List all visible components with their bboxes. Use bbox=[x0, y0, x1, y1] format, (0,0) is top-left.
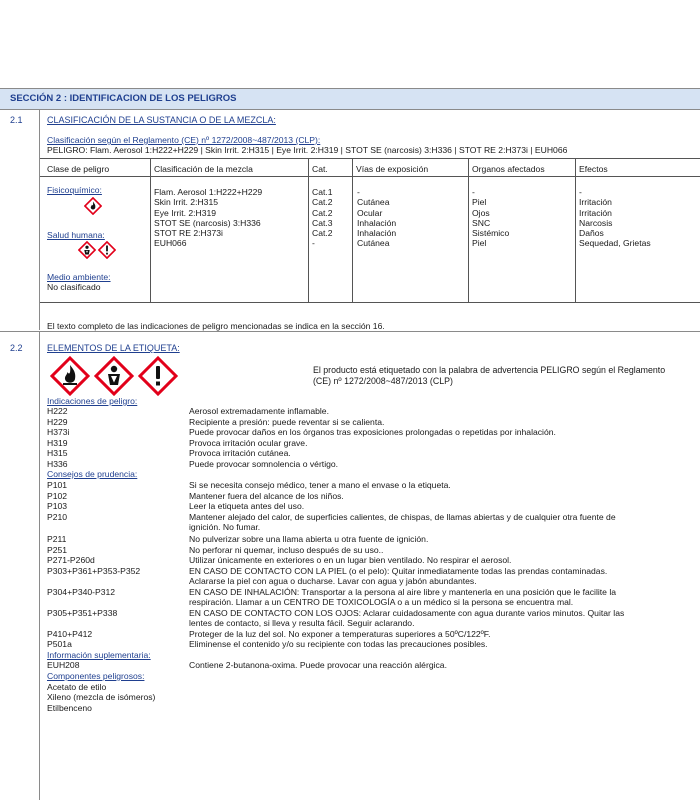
category-item: Cat.2 bbox=[312, 207, 333, 218]
hazard-text: Aerosol extremadamente inflamable. bbox=[189, 406, 329, 416]
hazardous-components-heading: Componentes peligrosos: bbox=[47, 671, 145, 681]
precaution-text: EN CASO DE INHALACIÓN: Transportar a la persona al aire libre y mantenerla en una posición que le facilite la bbox=[189, 586, 617, 597]
hazard-code: H319 bbox=[47, 437, 68, 448]
flame-icon bbox=[84, 197, 102, 215]
exposure-route-list bbox=[357, 187, 396, 249]
effect-list bbox=[579, 187, 651, 249]
health-hazard-icon bbox=[78, 241, 96, 259]
organ-item: Piel bbox=[472, 238, 487, 249]
exposure-route-item: Cutánea bbox=[357, 197, 390, 208]
precaution-text: Eliminense el contenido y/o su recipiente con todas las precauciones posibles. bbox=[189, 639, 488, 649]
hazard-statements-heading: Indicaciones de peligro: bbox=[47, 396, 138, 406]
section-title: SECCIÓN 2 : IDENTIFICACION DE LOS PELIGROS bbox=[10, 93, 237, 104]
effect-item: Sequedad, Grietas bbox=[579, 238, 651, 249]
col-header-cat: Cat. bbox=[312, 164, 328, 174]
organ-item: SNC bbox=[472, 217, 491, 228]
category-item: Cat.2 bbox=[312, 197, 333, 208]
hazard-text: Provoca irritación cutánea. bbox=[189, 448, 291, 458]
precaution-text-cont: lentes de contacto, si lleva y resulta fácil. Seguir aclarando. bbox=[189, 618, 415, 628]
hazard-text: Puede provocar daños en los órganos tras exposiciones prolongadas o repetidas por inhalación. bbox=[189, 427, 556, 437]
classification-item: STOT SE (narcosis) 3:H336 bbox=[154, 217, 261, 228]
category-list bbox=[312, 187, 333, 249]
precaution-text: Si se necesita consejo médico, tener a mano el envase o la etiqueta. bbox=[189, 480, 451, 490]
precaution-text: Leer la etiqueta antes del uso. bbox=[189, 501, 305, 511]
precaution-code: P271-P260d bbox=[47, 555, 95, 565]
classification-list bbox=[154, 187, 262, 249]
left-rule-2-1 bbox=[39, 109, 40, 330]
subsection-title-2-2: ELEMENTOS DE LA ETIQUETA: bbox=[47, 343, 180, 353]
label-statement-line-2: (CE) nº 1272/2008~487/2013 (CLP) bbox=[313, 376, 453, 386]
subsection-title-2-1: CLASIFICACIÓN DE LA SUSTANCIA O DE LA MEZCLA: bbox=[47, 115, 276, 125]
hazard-code: H315 bbox=[47, 448, 68, 458]
classification-item: EUH066 bbox=[154, 238, 187, 249]
exposure-route-item: Ocular bbox=[357, 207, 383, 218]
health-hazard-pictogram-icon bbox=[94, 356, 134, 396]
classification-item: Flam. Aerosol 1:H222+H229 bbox=[154, 187, 263, 197]
precaution-code: P410+P412 bbox=[47, 628, 93, 639]
hazard-text: Provoca irritación ocular grave. bbox=[189, 437, 308, 448]
precaution-code: P303+P361+P353-P352 bbox=[47, 565, 141, 576]
precaution-code: P305+P351+P338 bbox=[47, 607, 118, 618]
salud-humana-label: Salud humana: bbox=[47, 230, 105, 240]
col-header-clase: Clase de peligro bbox=[47, 164, 110, 174]
organ-item: Ojos bbox=[472, 207, 490, 218]
hazard-code: H222 bbox=[47, 406, 68, 416]
precaution-code: P103 bbox=[47, 501, 68, 511]
effect-item: Irritación bbox=[579, 207, 612, 218]
supplementary-code: EUH208 bbox=[47, 660, 80, 670]
organ-item: Sistémico bbox=[472, 228, 510, 239]
subsection-number-2-1: 2.1 bbox=[10, 115, 23, 125]
organ-item: Piel bbox=[472, 197, 487, 208]
col-header-organos: Organos afectados bbox=[472, 164, 545, 174]
precaution-text: Mantener fuera del alcance de los niños. bbox=[189, 490, 344, 501]
exposure-route-item: - bbox=[357, 187, 360, 197]
category-item: - bbox=[312, 238, 315, 249]
classification-footnote: El texto completo de las indicaciones de peligro mencionadas se indica en la sección 16. bbox=[47, 321, 385, 331]
effect-item: Daños bbox=[579, 228, 604, 239]
hazard-text: Puede provocar somnolencia o vértigo. bbox=[189, 458, 339, 469]
exposure-route-item: Inhalación bbox=[357, 228, 397, 239]
component-item: Xileno (mezcla de isómeros) bbox=[47, 692, 156, 702]
precaution-code: P211 bbox=[47, 534, 67, 544]
hazard-text: Recipiente a presión: puede reventar si se calienta. bbox=[189, 416, 385, 427]
organ-item: - bbox=[472, 187, 475, 197]
subsection-divider bbox=[0, 331, 700, 332]
precaution-text: No perforar ni quemar, incluso después de su uso.. bbox=[189, 544, 384, 555]
supplementary-text: Contiene 2-butanona-oxima. Puede provocar una reacción alérgica. bbox=[189, 660, 447, 670]
exposure-route-item: Cutánea bbox=[357, 238, 390, 249]
exposure-route-item: Inhalación bbox=[357, 217, 397, 228]
precaution-text-cont: respiración. Llamar a un CENTRO DE TOXICOLOGÍA o a un médico si la persona se encuentra mal. bbox=[189, 597, 574, 607]
hazard-code: H336 bbox=[47, 458, 68, 469]
section-header bbox=[0, 88, 700, 110]
component-item: Etilbenceno bbox=[47, 702, 92, 713]
effect-item: - bbox=[579, 187, 582, 197]
precautionary-statements-heading: Consejos de prudencia: bbox=[47, 469, 138, 479]
effect-item: Irritación bbox=[579, 197, 612, 208]
col-header-vias: Vías de exposición bbox=[356, 164, 429, 174]
left-rule-2-2 bbox=[39, 331, 40, 800]
col-header-clasificacion: Clasificación de la mezcla bbox=[154, 164, 253, 174]
category-item: Cat.3 bbox=[312, 217, 333, 228]
precaution-code: P102 bbox=[47, 490, 68, 501]
classification-item: Skin Irrit. 2:H315 bbox=[154, 197, 218, 208]
fisicoquimico-label: Fisicoquímico: bbox=[47, 185, 102, 195]
classification-item: STOT RE 2:H373i bbox=[154, 228, 223, 239]
flame-pictogram-icon bbox=[50, 356, 90, 396]
component-item: Acetato de etilo bbox=[47, 681, 107, 692]
precaution-text: No pulverizar sobre una llama abierta u otra fuente de ignición. bbox=[189, 534, 429, 544]
classification-summary: PELIGRO: Flam. Aerosol 1:H222+H229 | Skin Irrit. 2:H315 | Eye Irrit. 2:H319 | STOT SE (narcosis) 3:H336 | STOT RE 2:H373i | EUH066 bbox=[47, 145, 568, 155]
medio-ambiente-label: Medio ambiente: bbox=[47, 272, 111, 282]
supplementary-info-heading: Información suplementaria: bbox=[47, 649, 151, 660]
precaution-code: P304+P340-P312 bbox=[47, 586, 116, 597]
category-item: Cat.1 bbox=[312, 187, 333, 197]
precaution-code: P501a bbox=[47, 639, 72, 649]
precaution-text: EN CASO DE CONTACTO CON LOS OJOS: Aclarar cuidadosamente con agua durante varios minutos. Quitar las bbox=[189, 607, 625, 618]
precaution-text-cont: ignición. No fumar. bbox=[189, 522, 261, 532]
exclamation-pictogram-icon bbox=[138, 356, 178, 396]
hazard-code: H373i bbox=[47, 427, 70, 437]
precaution-text: Proteger de la luz del sol. No exponer a temperaturas superiores a 50ºC/122ºF. bbox=[189, 628, 491, 639]
precaution-code: P210 bbox=[47, 511, 68, 522]
organ-list bbox=[472, 187, 509, 249]
category-item: Cat.2 bbox=[312, 228, 333, 239]
hazard-code: H229 bbox=[47, 416, 68, 427]
precaution-code: P251 bbox=[47, 544, 68, 555]
medio-ambiente-value: No clasificado bbox=[47, 282, 101, 292]
precaution-text: EN CASO DE CONTACTO CON LA PIEL (o el pelo): Quitar inmediatamente todas las prendas contaminadas. bbox=[189, 565, 608, 576]
regulation-label: Clasificación según el Reglamento (CE) nº 1272/2008~487/2013 (CLP): bbox=[47, 135, 321, 145]
precaution-text: Utilizar únicamente en exteriores o en un lugar bien ventilado. No respirar el aerosol. bbox=[189, 555, 512, 565]
subsection-number-2-2: 2.2 bbox=[10, 343, 23, 353]
precaution-text-cont: Aclararse la piel con agua o ducharse. Lavar con agua y jabón abundantes. bbox=[189, 576, 477, 586]
effect-item: Narcosis bbox=[579, 217, 613, 228]
col-header-efectos: Efectos bbox=[579, 164, 608, 174]
precaution-text: Mantener alejado del calor, de superficies calientes, de chispas, de llamas abiertas y de cualquier otra fuente de bbox=[189, 511, 616, 522]
classification-item: Eye Irrit. 2:H319 bbox=[154, 207, 217, 218]
precaution-code: P101 bbox=[47, 480, 68, 490]
exclamation-icon bbox=[98, 241, 116, 259]
label-statement-line-1: El producto está etiquetado con la palabra de advertencia PELIGRO según el Reglamento bbox=[313, 365, 666, 375]
